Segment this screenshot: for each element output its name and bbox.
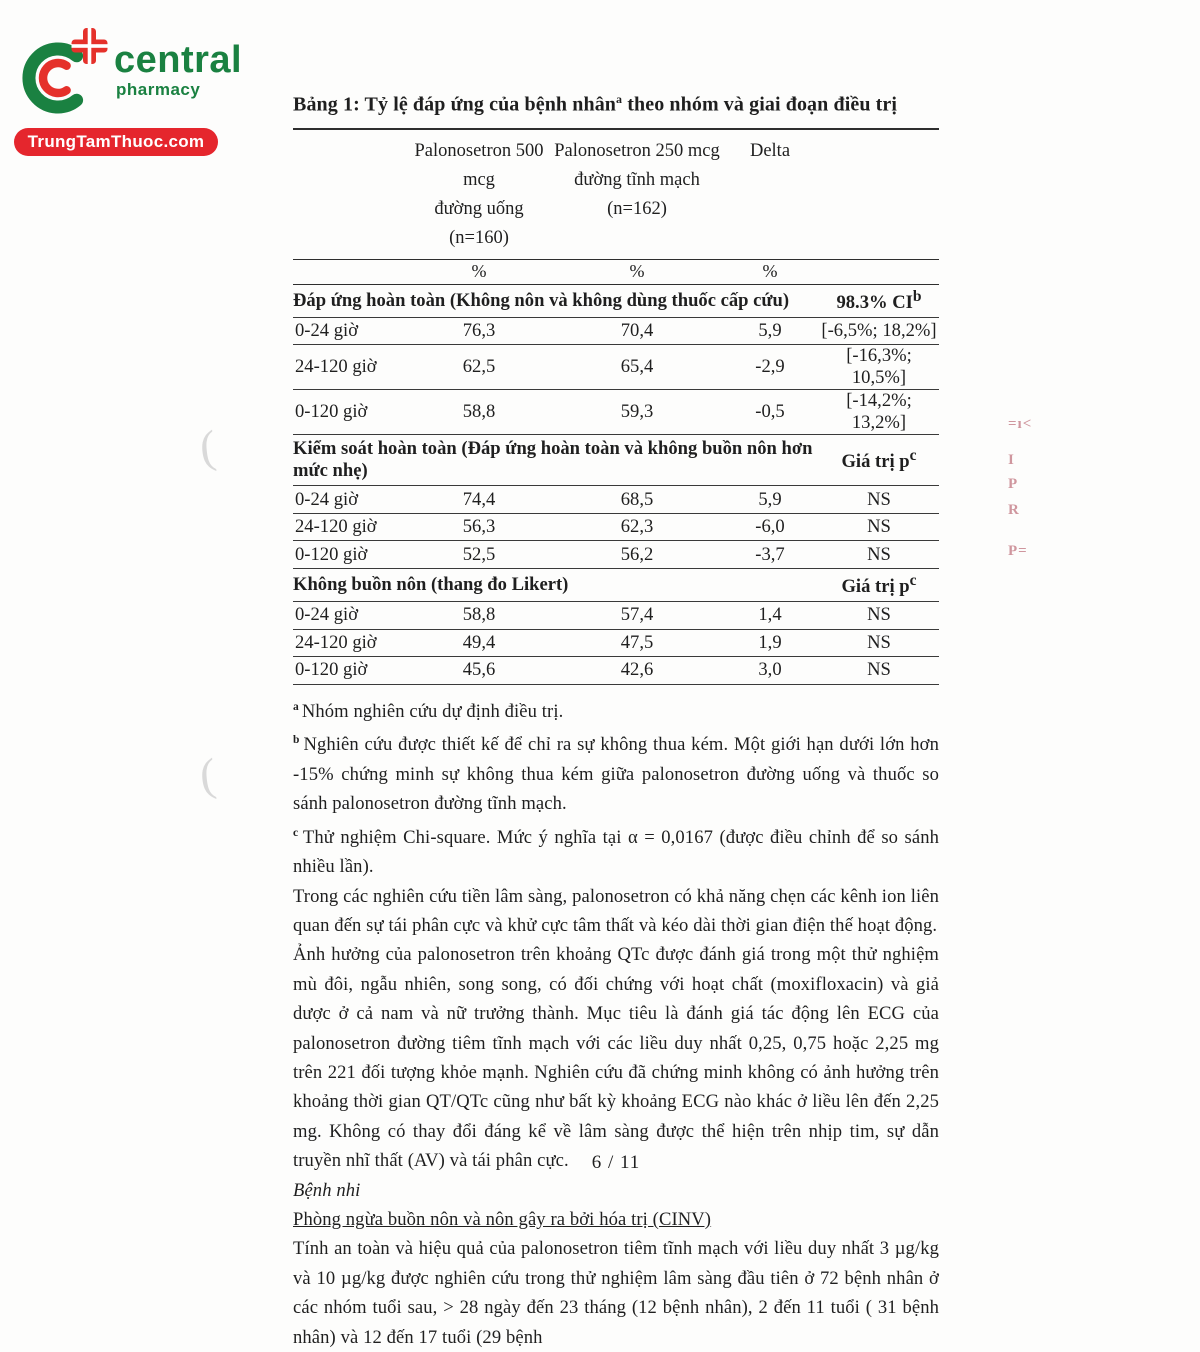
value-right: [-6,5%; 18,2%] <box>821 320 937 342</box>
value-delta: -3,7 <box>755 543 785 565</box>
value-oral: 45,6 <box>462 659 496 681</box>
paragraph: Tính an toàn và hiệu quả của palonosetron tiêm tĩnh mạch với liều duy nhất 3 µg/kg và 10 µg/kg được nghiên cứu trong thử nghiệm lâm sàng đầu tiên ở 72 bệnh nhân ở các nhóm tuổi sau, > 28 ngày đến 23 tháng (12 bệnh nhân), 2 đến 11 tuổi ( 31 bệnh nhân) và 12 đến 17 tuổi (29 bệnh <box>293 1238 939 1348</box>
unit-delta: % <box>762 260 778 281</box>
value-delta: -0,5 <box>755 401 785 423</box>
header-col-delta: Delta <box>749 140 791 161</box>
row-label: 0-24 giờ <box>295 320 359 342</box>
value-delta: 1,4 <box>758 604 782 626</box>
paragraph: Phòng ngừa buồn nôn và nôn gây ra bởi hóa trị (CINV) <box>293 1209 712 1230</box>
scan-paren-mark: ( <box>197 748 218 801</box>
scan-paren-mark: ( <box>197 420 218 473</box>
stamp-fragment: =ı< <box>1008 416 1033 432</box>
unit-iv: % <box>629 260 645 281</box>
table-row <box>293 390 939 435</box>
header-col-oral: Palonosetron 500 mcg đường uống (n=160) <box>414 140 544 248</box>
footnote-marker: c <box>293 826 303 839</box>
value-delta: -6,0 <box>755 516 785 538</box>
value-right: [-14,2%; 13,2%] <box>846 390 912 434</box>
row-label: 24-120 giờ <box>295 516 377 538</box>
value-iv: 62,3 <box>620 516 654 538</box>
row-label: 24-120 giờ <box>295 356 377 378</box>
row-label: 0-120 giờ <box>295 543 368 565</box>
value-iv: 59,3 <box>620 401 654 423</box>
value-oral: 56,3 <box>462 516 496 538</box>
central-pharmacy-logo <box>12 24 242 156</box>
table-row <box>293 602 939 630</box>
pharmacy-c-plus-icon <box>12 24 112 124</box>
value-oral: 62,5 <box>462 356 496 378</box>
value-oral: 52,5 <box>462 543 496 565</box>
table-header-row <box>293 130 939 260</box>
unit-oral: % <box>471 260 487 281</box>
table-title-prefix: Bảng 1: Tỷ lệ đáp ứng của bệnh nhân <box>293 93 617 116</box>
table-row <box>293 630 939 658</box>
value-delta: 3,0 <box>758 659 782 681</box>
value-delta: 5,9 <box>758 488 782 510</box>
header-col-right <box>819 137 939 253</box>
value-right: NS <box>867 488 891 510</box>
paragraph: $^a$ Nhóm nghiên cứu dự định điều trị. <box>293 700 564 722</box>
section-title: Đáp ứng hoàn toàn (Không nôn và không dùng thuốc cấp cứu) <box>293 289 790 311</box>
page-number: 6 / 11 <box>591 1152 641 1173</box>
row-label: 0-120 giờ <box>295 659 368 681</box>
header-col-iv: Palonosetron 250 mcg đường tĩnh mạch (n=162) <box>554 140 720 219</box>
value-iv: 56,2 <box>620 543 654 565</box>
body-text <box>293 693 939 1352</box>
logo-domain-badge: TrungTamThuoc.com <box>14 128 218 156</box>
value-iv: 65,4 <box>620 356 654 378</box>
section-header-row <box>293 285 939 318</box>
footnote-marker: a <box>293 700 302 713</box>
table-row <box>293 345 939 390</box>
value-iv: 70,4 <box>620 320 654 342</box>
table-title-suffix: theo nhóm và giai đoạn điều trị <box>622 93 898 116</box>
section-right-header: Giá trị $p^c$ <box>841 447 917 473</box>
value-iv: 42,6 <box>620 659 654 681</box>
value-right: NS <box>867 543 891 565</box>
section-title: Kiểm soát hoàn toàn (Đáp ứng hoàn toàn và không buồn nôn hơn mức nhẹ) <box>293 438 813 482</box>
section-right-header: 98.3% $CI^b$ <box>836 287 922 313</box>
paragraph: Bệnh nhi <box>293 1179 361 1201</box>
value-right: NS <box>867 604 891 626</box>
table-title-superscript: a <box>616 92 623 106</box>
paragraph: Trong các nghiên cứu tiền lâm sàng, palonosetron có khả năng chẹn các kênh ion liên quan đến sự tái phân cực và khử cực tâm thất và kéo dài thời gian điện thế hoạt động. <box>293 885 939 936</box>
table-row <box>293 486 939 514</box>
unit-row <box>293 260 939 285</box>
section-header-row <box>293 435 939 486</box>
table-row <box>293 657 939 685</box>
section-header-row <box>293 569 939 602</box>
value-iv: 68,5 <box>620 488 654 510</box>
table-row <box>293 318 939 346</box>
value-oral: 76,3 <box>462 320 496 342</box>
value-right: NS <box>867 516 891 538</box>
stamp-fragment: R <box>1008 502 1020 518</box>
value-oral: 49,4 <box>462 631 496 653</box>
stamp-fragment: I <box>1008 452 1015 468</box>
value-oral: 58,8 <box>462 604 496 626</box>
row-label: 0-24 giờ <box>295 488 359 510</box>
logo-brand-text: central <box>114 39 243 81</box>
header-empty-cell <box>293 137 405 253</box>
stamp-fragment: P= <box>1008 543 1028 559</box>
table-row <box>293 514 939 542</box>
value-oral: 74,4 <box>462 488 496 510</box>
row-label: 0-120 giờ <box>295 401 368 423</box>
value-right: [-16,3%; 10,5%] <box>846 345 912 389</box>
stamp-fragment: P <box>1008 476 1019 492</box>
footnote-marker: b <box>293 734 304 747</box>
paragraph: $^c$ Thử nghiệm Chi-square. Mức ý nghĩa tại α = 0,0167 (được điều chỉnh để so sánh nhiều lần). <box>293 826 939 878</box>
value-right: NS <box>867 631 891 653</box>
value-iv: 57,4 <box>620 604 654 626</box>
table-title <box>293 92 939 117</box>
value-right: NS <box>867 659 891 681</box>
value-delta: 1,9 <box>758 631 782 653</box>
value-oral: 58,8 <box>462 401 496 423</box>
section-title: Không buồn nôn (thang đo Likert) <box>293 573 569 595</box>
logo-sub-text: pharmacy <box>116 80 201 99</box>
value-delta: -2,9 <box>755 356 785 378</box>
value-delta: 5,9 <box>758 320 782 342</box>
section-right-header: Giá trị $p^c$ <box>841 571 917 598</box>
paragraph: $^b$ Nghiên cứu được thiết kế để chỉ ra sự không thua kém. Một giới hạn dưới lớn hơn -15% chứng minh sự không thua kém giữa palonosetron đường uống và thuốc so sánh palonosetron đường tĩnh mạch. <box>293 734 939 815</box>
table-sections <box>293 285 939 685</box>
value-iv: 47,5 <box>620 631 654 653</box>
row-label: 0-24 giờ <box>295 604 359 626</box>
row-label: 24-120 giờ <box>295 631 377 653</box>
table-row <box>293 541 939 569</box>
results-table <box>293 128 939 685</box>
paragraph: Ảnh hưởng của palonosetron trên khoảng QTc được đánh giá trong một thử nghiệm mù đôi, ngẫu nhiên, song song, có đối chứng với hoạt chất (moxifloxacin) và giả dược ở cả nam và nữ trưởng thành. Mục tiêu là đánh giá tác động lên ECG của palonosetron đường tiêm tĩnh mạch với các liều duy nhất 0,25, 0,75 hoặc 2,25 mg trên 221 đối tượng khỏe mạnh. Nghiên cứu đã chứng minh không có ảnh hưởng trên khoảng thời gian QT/QTc cũng như bất kỳ khoảng ECG nào khác ở liều lên đến 2,25 mg. Không có thay đổi đáng kể về lâm sàng được thể hiện trên nhịp tim, sự dẫn truyền nhĩ thất (AV) và tái phân cực. <box>293 944 939 1172</box>
